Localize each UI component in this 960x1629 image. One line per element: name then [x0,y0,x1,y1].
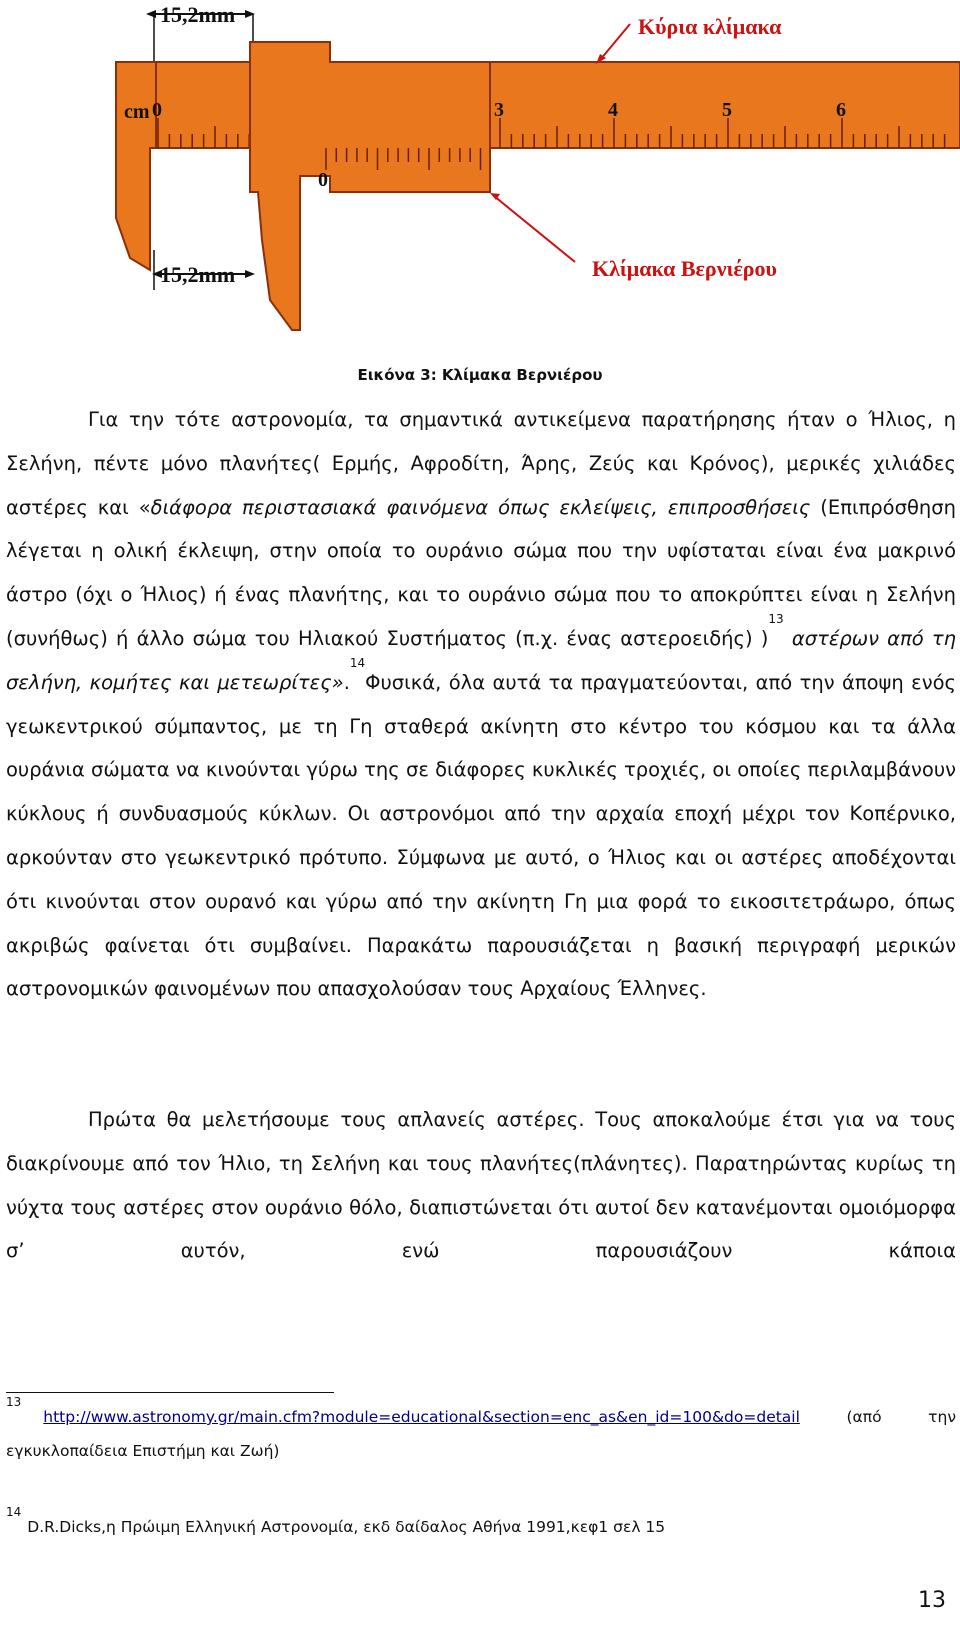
measurement-top: 15,2mm [160,2,236,27]
footnote-ref-14[interactable]: 14 [349,655,366,670]
footnote-13-text: (από την εγκυκλοπαίδεια Επιστήμη και Ζωή) [6,1408,956,1460]
footnote-14-text: D.R.Dicks,η Πρώιμη Ελληνική Αστρονομία, εκδ δαίδαλος Αθήνα 1991,κεφ1 σελ 15 [27,1518,666,1536]
paragraph-1 [6,398,956,1011]
main-scale-label: Κύρια κλίμακα [638,14,782,39]
main-scale-tick-label: 3 [494,99,504,121]
footnote-14-number: 14 [6,1505,22,1519]
footnote-13 [6,1395,956,1468]
main-scale-tick-label: 0 [152,99,162,121]
main-scale-tick-label: 5 [722,99,732,121]
paragraph-1-body: Φυσικά, όλα αυτά τα πραγματεύονται, από την άποψη ενός γεωκεντρικού σύμπαντος, με τη Γη σταθερά ακίνητη στο κέντρο του κόσμου και τα άλλα ουράνια σώματα να κινούνται γύρω της σε διάφορες κυκλικές τροχιές, οι οποίες περιλαμβάνουν κύκλους ή συνδυασμούς κύκλων. Οι αστρονόμοι από την αρχαία εποχή μέχρι τον Κοπέρνικο, αρκούνταν στο γεωκεντρικό πρότυπο. Σύμφωνα με αυτό, ο Ήλιος και οι αστέρες αποδέχονται ότι κινούνται στον ουρανό και γύρω από την ακίνητη Γη μια φορά το εικοσιτετράωρο, όπως ακριβώς φαίνεται ότι συμβαίνει. Παρακάτω παρουσιάζεται η βασική περιγραφή μερικών αστρονομικών φαινομένων που απασχολούσαν τους Αρχαίους Έλληνες. [6,670,956,1001]
footnote-ref-13[interactable]: 13 [768,611,784,626]
main-scale-bar [116,62,960,148]
paragraph-1-quote-end: αστέρων από τη σελήνη, κομήτες και μετεωρίτες» [6,626,956,694]
vernier-slider [250,42,490,330]
vernier-caliper-figure [0,0,960,345]
fixed-jaw [116,62,156,270]
paragraph-1-quote: διάφορα περιστασιακά φαινόμενα όπως εκλείψεις, επιπροσθήσεις [150,495,811,519]
measurement-bottom: 15,2mm [160,262,236,287]
vernier-scale-label: Κλίμακα Βερνιέρου [592,256,777,281]
figure-caption: Εικόνα 3: Κλίμακα Βερνιέρου [357,366,603,384]
vernier-zero-label: 0 [318,169,328,191]
main-scale-tick-label: 6 [836,99,846,121]
paragraph-2: Πρώτα θα μελετήσουμε τους απλανείς αστέρες. Τους αποκαλούμε έτσι για να τους διακρίνουμε από τον Ήλιο, τη Σελήνη και τους πλανήτες(πλάνητες). Παρατηρώντας κυρίως τη νύχτα τους αστέρες στον ουράνιο θόλο, διαπιστώνεται ότι αυτοί δεν κατανέμονται ομοιόμορφα σ’ αυτόν, ενώ παρουσιάζουν κάποια [6,1108,956,1263]
paragraph-1-text: Για την τότε αστρονομία, τα σημαντικά αντικείμενα παρατήρησης ήταν ο Ήλιος, η Σελήνη, πέντε μόνο πλανήτες( Ερμής, Αφροδίτη, Άρης, Ζεύς και Κρόνος), μερικές χιλιάδες αστέρες και « [6,408,956,519]
footnote-13-number: 13 [6,1395,22,1409]
footnote-14 [6,1505,956,1544]
page-number: 13 [918,1588,946,1613]
footnote-13-link[interactable]: http://www.astronomy.gr/main.cfm?module=educational&section=enc_as&en_id=100&do=detail [43,1408,800,1426]
unit-label: cm [124,101,150,123]
paragraph-1-parenthetical: (Επιπρόσθηση λέγεται η ολική έκλειψη, στην οποία το ουράνιο σώμα που την υφίσταται είναι ένα μακρινό άστρο (όχι ο Ήλιος) ή ένας πλανήτης, και το ουράνιο σώμα που το αποκρύπτει είναι η Σελήνη (συνήθως) ή άλλο σώμα του Ηλιακού Συστήματος (π.χ. ένας αστεροειδής) ) [6,495,956,650]
main-scale-tick-label: 4 [608,99,618,121]
paragraph-1-period: . [343,670,350,694]
footnote-separator [6,1392,334,1393]
